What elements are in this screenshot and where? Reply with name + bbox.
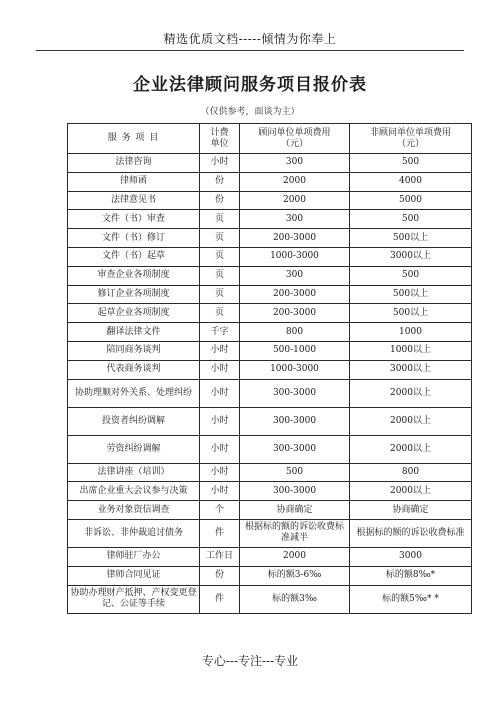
service-item-cell: 文件（书）起草 (68, 247, 200, 266)
nonclient-fee-cell: 标的额8‰* (350, 566, 472, 585)
table-row (68, 191, 472, 210)
billing-unit-cell: 页 (200, 247, 240, 266)
service-item-cell: 法律咨询 (68, 154, 200, 173)
nonclient-fee-cell: 2000以上 (350, 435, 472, 463)
price-table (67, 123, 472, 614)
service-item-cell: 修订企业各项制度 (68, 285, 200, 304)
client-fee-cell: 1000-3000 (240, 360, 350, 379)
nonclient-fee-cell: 1000 (350, 323, 472, 342)
client-fee-cell: 2000 (240, 172, 350, 191)
price-table-body (68, 124, 472, 614)
client-fee-cell: 300 (240, 154, 350, 173)
billing-unit-cell: 页 (200, 304, 240, 323)
billing-unit-cell: 件 (200, 585, 240, 613)
column-header-unit: 计费 单位 (200, 124, 240, 154)
billing-unit-cell: 件 (200, 519, 240, 547)
client-fee-cell: 1000-3000 (240, 247, 350, 266)
nonclient-fee-cell: 根据标的额的诉讼收费标准 (350, 519, 472, 547)
page-header: 精选优质文档-----倾情为你奉上 (163, 32, 337, 46)
nonclient-fee-cell: 3000 (350, 547, 472, 566)
client-fee-cell: 300-3000 (240, 379, 350, 407)
client-fee-cell: 根据标的额的诉讼收费标准减半 (240, 519, 350, 547)
table-row (68, 323, 472, 342)
service-item-cell: 出席企业重大会议参与决策 (68, 482, 200, 501)
table-row (68, 407, 472, 435)
billing-unit-cell: 页 (200, 266, 240, 285)
nonclient-fee-cell: 500 (350, 154, 472, 173)
client-fee-cell: 协商确定 (240, 501, 350, 520)
table-row (68, 229, 472, 248)
billing-unit-cell: 页 (200, 229, 240, 248)
billing-unit-cell: 页 (200, 210, 240, 229)
service-item-cell: 律师驻厂办公 (68, 547, 200, 566)
table-row (68, 585, 472, 613)
service-item-cell: 翻译法律文件 (68, 323, 200, 342)
billing-unit-cell: 份 (200, 172, 240, 191)
table-row (68, 247, 472, 266)
table-row (68, 519, 472, 547)
nonclient-fee-cell: 标的额5‰* * (350, 585, 472, 613)
billing-unit-cell: 小时 (200, 341, 240, 360)
table-row (68, 379, 472, 407)
nonclient-fee-cell: 500以上 (350, 285, 472, 304)
table-row (68, 360, 472, 379)
service-item-cell: 代表商务谈判 (68, 360, 200, 379)
billing-unit-cell: 小时 (200, 435, 240, 463)
table-row (68, 463, 472, 482)
client-fee-cell: 300-3000 (240, 407, 350, 435)
document-subtitle: （仅供参考，面谈为主） (200, 107, 300, 117)
table-row (68, 266, 472, 285)
nonclient-fee-cell: 500 (350, 210, 472, 229)
billing-unit-cell: 个 (200, 501, 240, 520)
billing-unit-cell: 小时 (200, 407, 240, 435)
service-item-cell: 审查企业各项制度 (68, 266, 200, 285)
service-item-cell: 陪同商务谈判 (68, 341, 200, 360)
client-fee-cell: 200-3000 (240, 229, 350, 248)
nonclient-fee-cell: 500以上 (350, 304, 472, 323)
service-item-cell: 法律讲座（培训） (68, 463, 200, 482)
table-row (68, 501, 472, 520)
service-item-cell: 投资者纠纷调解 (68, 407, 200, 435)
client-fee-cell: 500 (240, 463, 350, 482)
client-fee-cell: 200-3000 (240, 285, 350, 304)
table-row (68, 435, 472, 463)
service-item-cell: 协助理顺对外关系、处理纠纷 (68, 379, 200, 407)
service-item-cell: 非诉讼、非仲裁追讨债务 (68, 519, 200, 547)
client-fee-cell: 300-3000 (240, 435, 350, 463)
table-row (68, 304, 472, 323)
table-row (68, 547, 472, 566)
table-row (68, 154, 472, 173)
nonclient-fee-cell: 4000 (350, 172, 472, 191)
client-fee-cell: 300 (240, 266, 350, 285)
service-item-cell: 文件（书）审查 (68, 210, 200, 229)
client-fee-cell: 2000 (240, 547, 350, 566)
nonclient-fee-cell: 2000以上 (350, 482, 472, 501)
service-item-cell: 业务对象资信调查 (68, 501, 200, 520)
page-footer: 专心---专注---专业 (201, 654, 299, 668)
billing-unit-cell: 小时 (200, 360, 240, 379)
client-fee-cell: 500-1000 (240, 341, 350, 360)
client-fee-cell: 300-3000 (240, 482, 350, 501)
client-fee-cell: 标的额3‰ (240, 585, 350, 613)
nonclient-fee-cell: 3000以上 (350, 360, 472, 379)
table-row (68, 210, 472, 229)
table-row (68, 482, 472, 501)
billing-unit-cell: 小时 (200, 463, 240, 482)
client-fee-cell: 标的额3-6‰ (240, 566, 350, 585)
nonclient-fee-cell: 2000以上 (350, 379, 472, 407)
nonclient-fee-cell: 500 (350, 266, 472, 285)
client-fee-cell: 800 (240, 323, 350, 342)
table-row (68, 566, 472, 585)
service-item-cell: 律师函 (68, 172, 200, 191)
table-row (68, 172, 472, 191)
client-fee-cell: 200-3000 (240, 304, 350, 323)
service-item-cell: 法律意见书 (68, 191, 200, 210)
service-item-cell: 劳资纠纷调解 (68, 435, 200, 463)
nonclient-fee-cell: 1000以上 (350, 341, 472, 360)
service-item-cell: 起草企业各项制度 (68, 304, 200, 323)
nonclient-fee-cell: 协商确定 (350, 501, 472, 520)
nonclient-fee-cell: 800 (350, 463, 472, 482)
column-header-nonclient-fee: 非顾问单位单项费用 （元） (350, 124, 472, 154)
column-header-item: 服 务 项 目 (68, 124, 200, 154)
table-header-row (68, 124, 472, 154)
table-row (68, 341, 472, 360)
billing-unit-cell: 小时 (200, 154, 240, 173)
billing-unit-cell: 份 (200, 191, 240, 210)
billing-unit-cell: 千字 (200, 323, 240, 342)
billing-unit-cell: 页 (200, 285, 240, 304)
nonclient-fee-cell: 2000以上 (350, 407, 472, 435)
client-fee-cell: 300 (240, 210, 350, 229)
billing-unit-cell: 小时 (200, 379, 240, 407)
nonclient-fee-cell: 500以上 (350, 229, 472, 248)
nonclient-fee-cell: 3000以上 (350, 247, 472, 266)
document-title: 企业法律顾问服务项目报价表 (133, 75, 367, 95)
service-item-cell: 协助办理财产抵押、产权变更登记、公证等手续 (68, 585, 200, 613)
service-item-cell: 律师合同见证 (68, 566, 200, 585)
billing-unit-cell: 小时 (200, 482, 240, 501)
header-rule (36, 50, 464, 51)
client-fee-cell: 2000 (240, 191, 350, 210)
table-row (68, 285, 472, 304)
service-item-cell: 文件（书）修订 (68, 229, 200, 248)
column-header-client-fee: 顾问单位单项费用 （元） (240, 124, 350, 154)
billing-unit-cell: 工作日 (200, 547, 240, 566)
nonclient-fee-cell: 5000 (350, 191, 472, 210)
billing-unit-cell: 份 (200, 566, 240, 585)
